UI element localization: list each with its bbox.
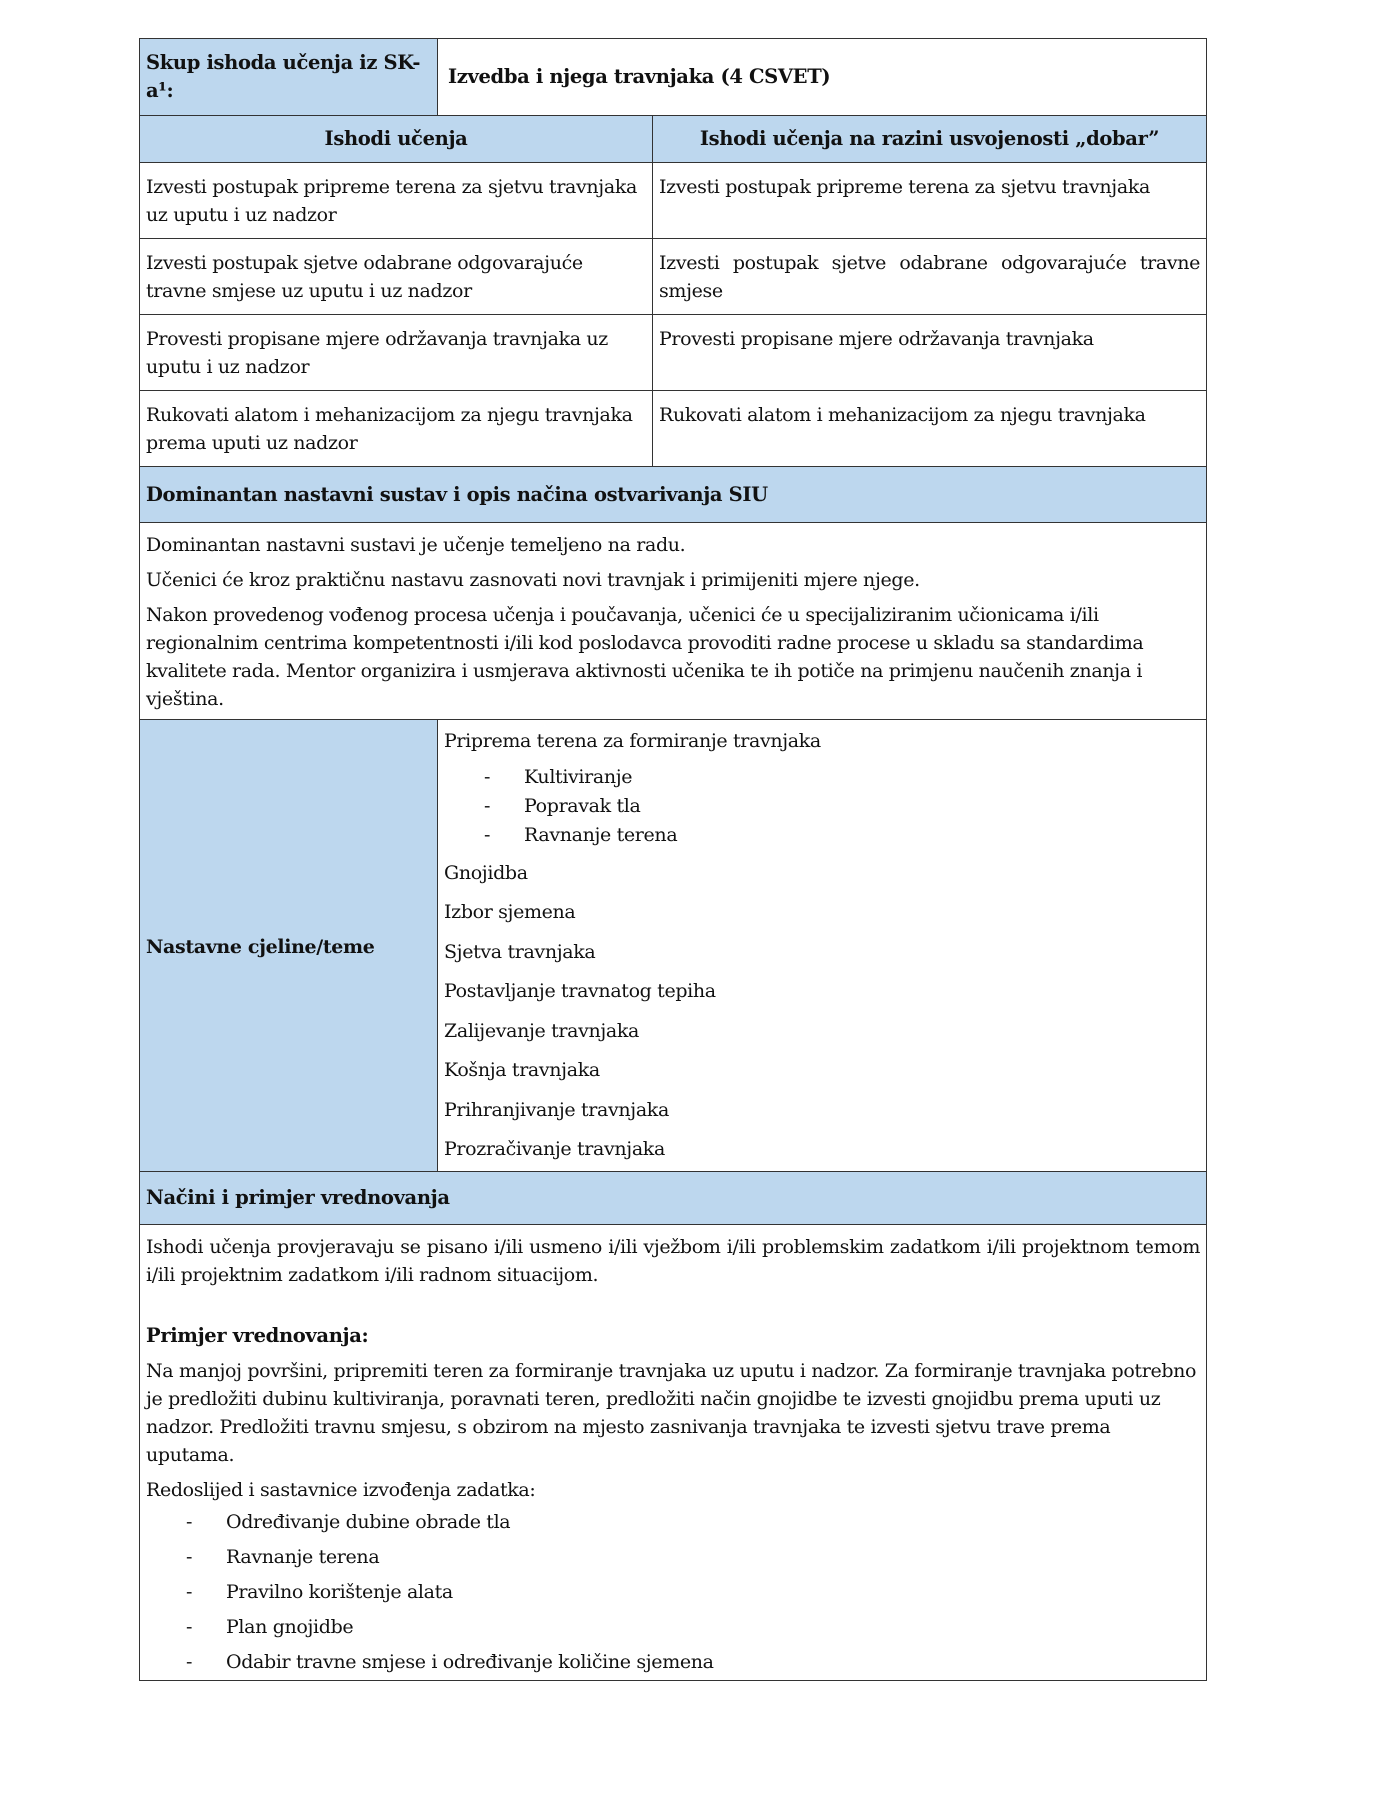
outcome-good-text: Izvesti postupak pripreme terena za sjetvu travnjaka <box>659 176 1150 198</box>
paragraph: Učenici će kroz praktičnu nastavu zasnovati novi travnjak i primijeniti mjere njege. <box>146 569 920 591</box>
topic-item: Priprema terena za formiranje travnjaka <box>444 730 821 752</box>
teaching-system-header-row <box>140 467 1207 523</box>
title-value-cell <box>438 39 1207 116</box>
paragraph: Dominantan nastavni sustavi je učenje temeljeno na radu. <box>146 534 686 556</box>
topics-label-cell <box>140 720 438 1172</box>
list-item: - Određivanje dubine obrade tla <box>146 1508 1200 1536</box>
teaching-system-body-row <box>140 523 1207 720</box>
section-header <box>140 467 1207 523</box>
subitem: - Ravnanje terena <box>444 821 1200 850</box>
dash-bullet-icon: - <box>484 765 491 788</box>
outcome-text: Izvesti postupak pripreme terena za sjetvu travnjaka uz uputu i uz nadzor <box>146 176 637 226</box>
topics-list-cell <box>438 720 1207 1172</box>
header-outcomes <box>140 116 653 163</box>
outcome-cell <box>140 163 653 239</box>
topic-item: Košnja travnjaka <box>444 1059 600 1081</box>
topics-label: Nastavne cjeline/teme <box>146 935 375 958</box>
table-row <box>140 239 1207 315</box>
evaluation-body-row <box>140 1225 1207 1681</box>
subitem: - Popravak tla <box>444 792 1200 821</box>
dash-bullet-icon: - <box>186 1616 193 1638</box>
teaching-system-body <box>140 523 1207 720</box>
subitem: - Kultiviranje <box>444 763 1200 792</box>
list-item: - Plan gnojidbe <box>146 1613 1200 1641</box>
title-value: Izvedba i njega travnjaka (4 CSVET) <box>448 65 831 88</box>
learning-outcomes-table <box>139 38 1207 1681</box>
dash-bullet-icon: - <box>186 1581 193 1603</box>
topics-list <box>438 720 1206 1171</box>
outcomes-header-row <box>140 116 1207 163</box>
document-page <box>139 38 1206 1681</box>
column-header: Ishodi učenja na razini usvojenosti „dobar” <box>699 127 1160 150</box>
evaluation-methods: Ishodi učenja provjeravaju se pisano i/ili usmeno i/ili vježbom i/ili problemskim zadatkom i/ili projektnom temom i/ili projektnim zadatkom i/ili radnom situacijom. <box>146 1236 1200 1286</box>
title-label: Skup ishoda učenja iz SK-a¹: <box>146 51 421 102</box>
list-item: - Odabir travne smjese i određivanje količine sjemena <box>146 1648 1200 1676</box>
outcome-cell <box>140 239 653 315</box>
topic-item: Gnojidba <box>444 861 528 884</box>
topic-item: Izbor sjemena <box>444 901 576 923</box>
outcome-cell <box>140 315 653 391</box>
outcome-text: Provesti propisane mjere održavanja travnjaka uz uputu i uz nadzor <box>146 328 608 378</box>
table-row <box>140 163 1207 239</box>
outcome-good-cell <box>653 239 1207 315</box>
column-header: Ishodi učenja <box>324 127 468 150</box>
example-text: Na manjoj površini, pripremiti teren za formiranje travnjaka uz uputu i nadzor. Za formiranje travnjaka potrebno je predložiti dubinu kultiviranja, poravnati teren, predložiti način gnojidbe te izvesti gnojidbu prema uputi uz nadzor. Predložiti travnu smjesu, s obzirom na mjesto zasnivanja travnjaka te izvesti sjetvu trave prema uputama. <box>146 1360 1197 1466</box>
dash-bullet-icon: - <box>186 1511 193 1533</box>
topic-item: Prihranjivanje travnjaka <box>444 1098 669 1121</box>
section-heading: Dominantan nastavni sustav i opis načina ostvarivanja SIU <box>146 482 768 506</box>
evaluation-steps <box>146 1508 1200 1676</box>
topic-item: Postavljanje travnatog tepiha <box>444 980 716 1002</box>
table-row <box>140 391 1207 467</box>
steps-intro: Redoslijed i sastavnice izvođenja zadatka: <box>146 1479 536 1501</box>
section-header <box>140 1172 1207 1225</box>
example-heading: Primjer vrednovanja: <box>146 1324 369 1347</box>
evaluation-header-row <box>140 1172 1207 1225</box>
title-row <box>140 39 1207 116</box>
dash-bullet-icon: - <box>186 1651 193 1673</box>
topic-item: Sjetva travnjaka <box>444 940 596 963</box>
title-label-cell <box>140 39 438 116</box>
header-outcomes-good <box>653 116 1207 163</box>
outcome-text: Izvesti postupak sjetve odabrane odgovarajuće travne smjese uz uputu i uz nadzor <box>146 252 583 302</box>
list-item: - Pravilno korištenje alata <box>146 1578 1200 1606</box>
evaluation-body <box>140 1225 1207 1681</box>
dash-bullet-icon: - <box>484 823 491 846</box>
outcome-good-text: Rukovati alatom i mehanizacijom za njegu travnjaka <box>659 404 1146 426</box>
outcome-good-cell <box>653 163 1207 239</box>
dash-bullet-icon: - <box>186 1546 193 1568</box>
outcome-good-cell <box>653 391 1207 467</box>
outcome-text: Rukovati alatom i mehanizacijom za njegu travnjaka prema uputi uz nadzor <box>146 404 633 454</box>
dash-bullet-icon: - <box>484 794 491 817</box>
outcome-cell <box>140 391 653 467</box>
topics-row <box>140 720 1207 1172</box>
outcome-good-cell <box>653 315 1207 391</box>
topic-subitems <box>444 763 1200 850</box>
list-item: - Ravnanje terena <box>146 1543 1200 1571</box>
paragraph: Nakon provedenog vođenog procesa učenja i poučavanja, učenici će u specijaliziranim učionicama i/ili regionalnim centrima kompetentnosti i/ili kod poslodavca provoditi radne procese u skladu sa standardima kvalitete rada. Mentor organizira i usmjerava aktivnosti učenika te ih potiče na primjenu naučenih znanja i vještina. <box>146 604 1144 710</box>
topic-item: Prozračivanje travnjaka <box>444 1138 665 1160</box>
table-row <box>140 315 1207 391</box>
section-heading: Načini i primjer vrednovanja <box>146 1186 450 1209</box>
outcome-good-text: Izvesti postupak sjetve odabrane odgovarajuće travne smjese <box>659 252 1200 302</box>
topic-item: Zalijevanje travnjaka <box>444 1019 640 1042</box>
outcome-good-text: Provesti propisane mjere održavanja travnjaka <box>659 328 1094 350</box>
